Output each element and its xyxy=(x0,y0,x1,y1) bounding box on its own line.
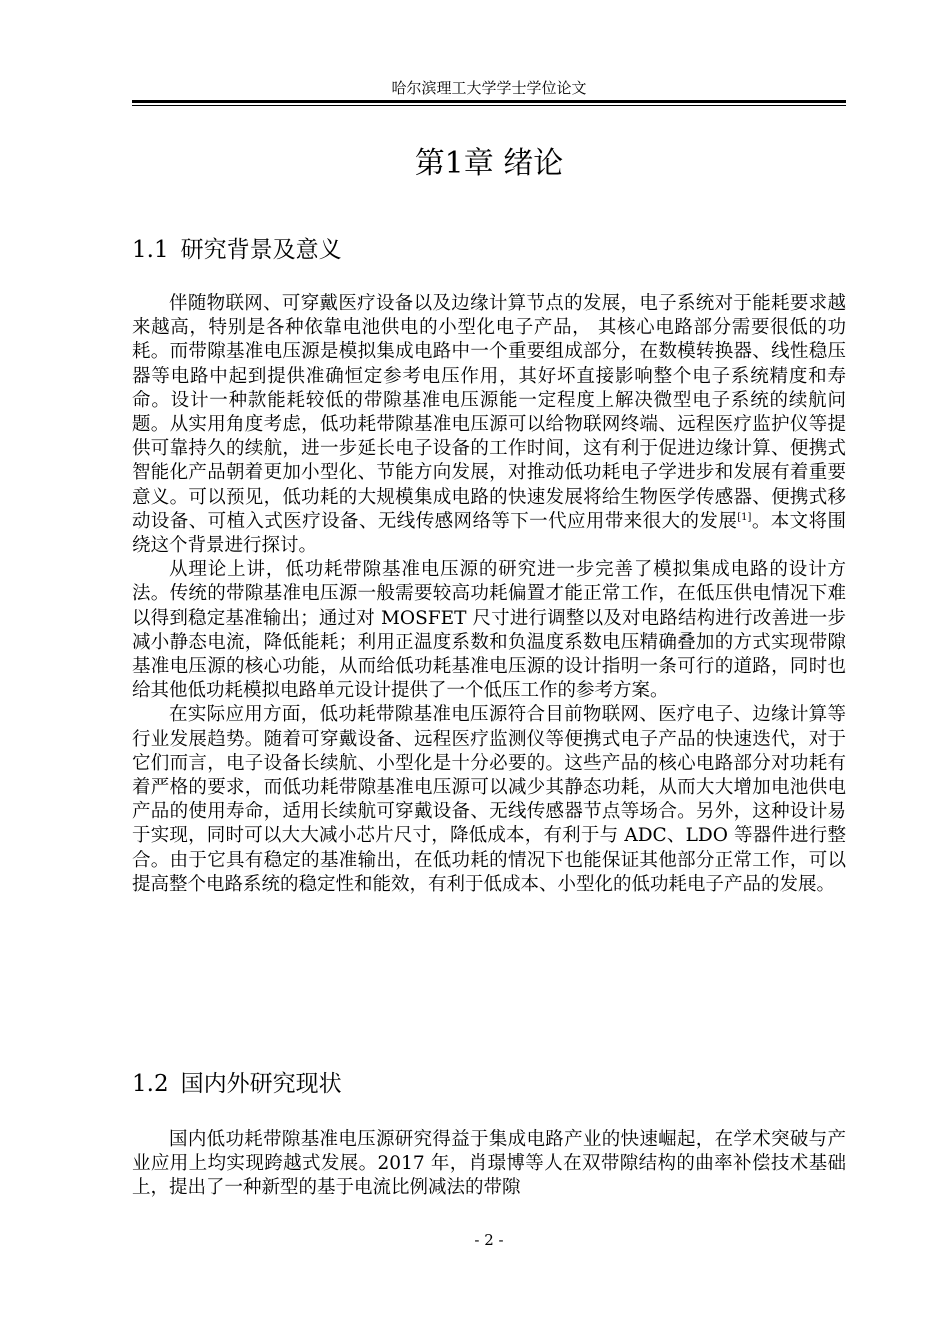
paragraph-text: 伴随物联网、可穿戴医疗设备以及边缘计算节点的发展，电子系统对于能耗要求越来越高，特别是各种依靠电池供电的小型化电子产品， 其核心电路部分需要很低的功耗。而带隙基准电压源是模拟集成电路中一个重要组成部分，在数模转换器、线性稳压器等电路中起到提供准确恒定参考电压作用，其好坏直接影响整个电子系统精度和寿命。设计一种款能耗较低的带隙基准电压源能一定程度上解决微型电子系统的续航问题。从实用角度考虑，低功耗带隙基准电压源可以给物联网终端、远程医疗监护仪等提供可靠持久的续航，进一步延长电子设备的工作时间，这有利于促进边缘计算、便携式智能化产品朝着更加小型化、节能方向发展，对推动低功耗电子学进步和发展有着重要意义。可以预见，低功耗的大规模集成电路的快速发展将给生物医学传感器、便携式移动设备、可植入式医疗设备、无线传感网络等下一代应用带来很大的发展 xyxy=(132,293,846,532)
section-title: 研究背景及意义 xyxy=(180,237,342,263)
section-heading-1-1 xyxy=(132,233,846,267)
paragraph: 在实际应用方面，低功耗带隙基准电压源符合目前物联网、医疗电子、边缘计算等行业发展趋势。随着可穿戴设备、远程医疗监测仪等便携式电子产品的快速迭代，对于它们而言，电子设备长续航、小型化是十分必要的。这些产品的核心电路部分对功耗有着严格的要求，而低功耗带隙基准电压源可以减少其静态功耗，从而大大增加电池供电产品的使用寿命，适用长续航可穿戴设备、无线传感器节点等场合。另外，这种设计易于实现，同时可以大大减小芯片尺寸，降低成本，有利于与 ADC、LDO 等器件进行整合。由于它具有稳定的基准输出，在低功耗的情况下也能保证其他部分正常工作，可以提高整个电路系统的稳定性和能效，有利于低成本、小型化的低功耗电子产品的发展。 xyxy=(132,704,846,895)
section-heading-1-2 xyxy=(132,1067,846,1101)
header-rule-thin xyxy=(132,105,846,106)
page-number: - 2 - xyxy=(474,1231,504,1249)
section-number: 1.1 xyxy=(132,237,169,263)
citation-reference[interactable]: [1] xyxy=(737,511,752,523)
paragraph xyxy=(132,292,846,558)
header-rule xyxy=(132,100,846,103)
paragraph: 国内低功耗带隙基准电压源研究得益于集成电路产业的快速崛起，在学术突破与产业应用上均实现跨越式发展。2017 年，肖璟博等人在双带隙结构的曲率补偿技术基础上，提出了一种新型的基于电流比例减法的带隙 xyxy=(132,1129,846,1199)
section-number: 1.2 xyxy=(132,1071,169,1097)
section-1-2-body xyxy=(132,1128,846,1201)
running-header: 哈尔滨理工大学学士学位论文 xyxy=(391,79,587,97)
section-title: 国内外研究现状 xyxy=(180,1071,342,1097)
paragraph-text: 。本文将围绕这个背景进行探讨。 xyxy=(132,510,846,557)
section-1-1-body xyxy=(132,292,846,897)
chapter-title: 第1章 绪论 xyxy=(414,146,564,181)
paragraph: 从理论上讲，低功耗带隙基准电压源的研究进一步完善了模拟集成电路的设计方法。传统的带隙基准电压源一般需要较高功耗偏置才能正常工作，在低压供电情况下难以得到稳定基准输出；通过对 MOSFET 尺寸进行调整以及对电路结构进行改善进一步减小静态电流，降低能耗；利用正温度系数和负温度系数电压精确叠加的方式实现带隙基准电压源的核心功能，从而给低功耗基准电压源的设计指明一条可行的道路，同时也给其他低功耗模拟电路单元设计提供了一个低压工作的参考方案。 xyxy=(132,559,846,702)
